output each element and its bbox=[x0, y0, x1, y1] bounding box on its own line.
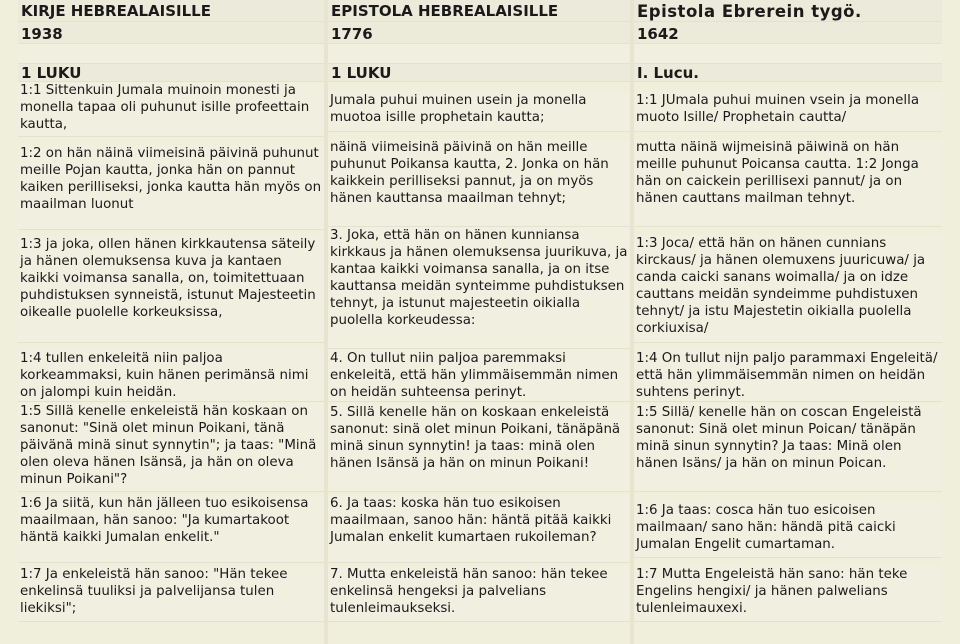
verse-3: 1:3 ja joka, ollen hänen kirkkautensa säteily ja hänen olemuksensa kuva ja kantaen kaikki voimansa sanalla, on, toimitettuaan puhdistuksen synneistä, istunut Majesteetin oikealle puolelle korkeuksissa, bbox=[18, 236, 324, 343]
verse-7: 7. Mutta enkeleistä hän sanoo: hän tekee enkelinsä hengeksi ja palvelians tulenleimaukseksi. bbox=[328, 566, 630, 622]
spacer-row bbox=[18, 44, 324, 64]
spacer-row bbox=[634, 44, 942, 64]
verse-5: 5. Sillä kenelle hän on koskaan enkeleistä sanonut: sinä olet minun Poikani, tänäpänä minä sinun synnytin! ja taas: minä olen hänen Isänsä ja hän on minun Poikani! bbox=[328, 404, 630, 492]
column-title: Epistola Ebrerein tygö. bbox=[634, 0, 942, 22]
column-year: 1642 bbox=[634, 22, 942, 44]
verse-6: 1:6 Ja siitä, kun hän jälleen tuo esikoisensa maailmaan, hän sanoo: "Ja kumartakoot häntä kaikki Jumalan enkelit." bbox=[18, 495, 324, 563]
verse-6: 6. Ja taas: koska hän tuo esikoisen maailmaan, sanoo hän: häntä pitää kaikki Jumalan enkelit kumartaen rukoileman? bbox=[328, 495, 630, 563]
column-title: KIRJE HEBREALAISILLE bbox=[18, 0, 324, 22]
verse-1: 1:1 JUmala puhui muinen vsein ja monella muoto Isille/ Prophetain cautta/ bbox=[634, 92, 942, 132]
verse-5: 1:5 Sillä/ kenelle hän on coscan Engeleistä sanonut: Sinä olet minun Poican/ tänäpän minä sinun synnytin? Ja taas: Minä olen hänen Isäns/ ja hän on minun Poican. bbox=[634, 404, 942, 492]
column-year: 1938 bbox=[18, 22, 324, 44]
chapter-heading: 1 LUKU bbox=[18, 64, 324, 82]
verse-3: 1:3 Joca/ että hän on hänen cunnians kirckaus/ ja hänen olemuxens juuricuwa/ ja canda caicki sanans woimalla/ ja on idze cauttans meidän syndeimme puhdistuxen tehnyt/ ja istu Majestetin oikialla puolella corkiuxisa/ bbox=[634, 235, 942, 343]
column-title: EPISTOLA HEBREALAISILLE bbox=[328, 0, 630, 22]
verse-2: näinä viimeisinä päivinä on hän meille puhunut Poikansa kautta, 2. Jonka on hän kaikkein perilliseksi pannut, ja on myös hänen kauttansa maailman tehnyt; bbox=[328, 139, 630, 227]
verse-2: mutta näinä wijmeisinä päiwinä on hän meille puhunut Poicansa cautta. 1:2 Jonga hän on caickein perillisexi pannut/ ja on hänen cauttans mailman tehnyt. bbox=[634, 139, 942, 227]
verse-1: Jumala puhui muinen usein ja monella muotoa isille prophetain kautta; bbox=[328, 92, 630, 132]
verse-6: 1:6 Ja taas: cosca hän tuo esicoisen mailmaan/ sano hän: händä pitä caicki Jumalan Engelit cumartaman. bbox=[634, 502, 942, 558]
chapter-heading: I. Lucu. bbox=[634, 64, 942, 82]
verse-4: 4. On tullut niin paljoa paremmaksi enkeleitä, että hän ylimmäisemmän nimen on heidän suhteensa perinyt. bbox=[328, 350, 630, 402]
verse-4: 1:4 On tullut nijn paljo parammaxi Engeleitä/ että hän ylimmäisemmän nimen on heidän suhtens perinyt. bbox=[634, 350, 942, 402]
verse-4: 1:4 tullen enkeleitä niin paljoa korkeammaksi, kuin hänen perimänsä nimi on jalompi kuin heidän. bbox=[18, 350, 324, 402]
verse-7: 1:7 Mutta Engeleistä hän sano: hän teke Engelins hengixi/ ja hänen palwelians tulenleimauxexi. bbox=[634, 566, 942, 622]
verse-2: 1:2 on hän näinä viimeisinä päivinä puhunut meille Pojan kautta, jonka hän on pannut kaiken perilliseksi, jonka kautta hän myös on maailman luonut bbox=[18, 145, 324, 230]
column-year: 1776 bbox=[328, 22, 630, 44]
verse-5: 1:5 Sillä kenelle enkeleistä hän koskaan on sanonut: "Sinä olet minun Poikani, tänä päivänä minä sinut synnytin"; ja taas: "Minä olen oleva hänen Isänsä, ja hän on oleva minun Poikani"? bbox=[18, 403, 324, 492]
spacer-row bbox=[328, 44, 630, 64]
chapter-heading: 1 LUKU bbox=[328, 64, 630, 82]
verse-1: 1:1 Sittenkuin Jumala muinoin monesti ja monella tapaa oli puhunut isille profeettain kautta, bbox=[18, 82, 324, 137]
verse-7: 1:7 Ja enkeleistä hän sanoo: "Hän tekee enkelinsä tuuliksi ja palvelijansa tulen liekiksi"; bbox=[18, 566, 324, 622]
verse-3: 3. Joka, että hän on hänen kunniansa kirkkaus ja hänen olemuksensa juurikuva, ja kantaa kaikki voimansa sanalla, ja on itse kauttansa meidän synteimme puhdistuksen tehnyt, ja istunut majesteetin oikialla puolella korkeudessa: bbox=[328, 227, 630, 349]
